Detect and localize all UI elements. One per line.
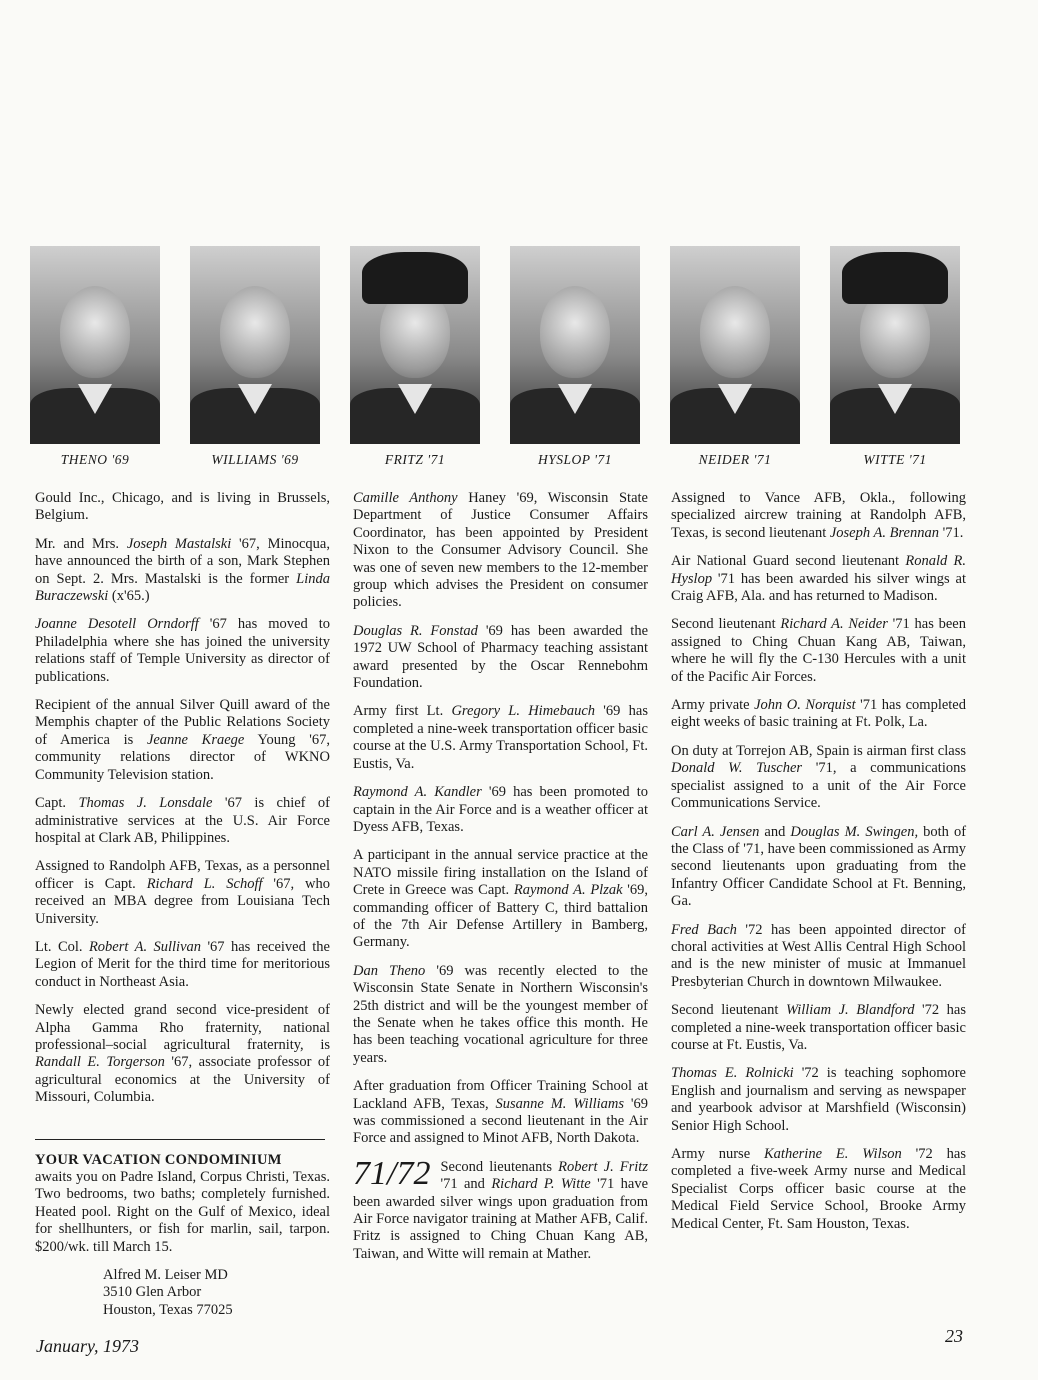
news-item: Assigned to Vance AFB, Okla., following specialized aircrew training at Randolph AFB, Texas, is second lieutenant Joseph A. Brennan '71. — [671, 490, 966, 541]
news-item: On duty at Torrejon AB, Spain is airman first class Donald W. Tuscher '71, a communications specialist assigned to a unit of the Air Force Communications Service. — [671, 742, 966, 812]
column-3 — [671, 490, 966, 1244]
portrait-fritz — [350, 246, 480, 468]
portrait-caption: WILLIAMS '69 — [211, 452, 299, 467]
portrait-caption: FRITZ '71 — [384, 452, 446, 467]
news-item: Newly elected grand second vice-president of Alpha Gamma Rho fraternity, national professional–social agricultural fraternity, is Randall E. Torgerson '67, associate professor of agricultural economics at the University of Missouri, Columbia. — [35, 1002, 330, 1106]
portrait-hyslop — [510, 246, 640, 468]
column-1 — [35, 490, 330, 1319]
news-item: Camille Anthony Haney '69, Wisconsin State Department of Justice Consumer Affairs Coordinator, has been appointed by President Nixon to the Consumer Advisory Council. She was one of seven new members to the 12-member group which advises the President on consumer policies. — [353, 490, 648, 611]
portrait-photo — [510, 246, 640, 444]
news-item: 71/72 Second lieutenants Robert J. Fritz '71 and Richard P. Witte '71 have been awarded silver wings upon graduation from Air Force navigator training at Mather AFB, Calif. Fritz is assigned to Ching Chuan Kang AB, Taiwan, and Witte will remain at Mather. — [353, 1154, 649, 1262]
portrait-photo — [30, 246, 160, 444]
news-item: Capt. Thomas J. Lonsdale '67 is chief of administrative services at the U.S. Air Force hospital at Clark AB, Philippines. — [35, 795, 330, 846]
news-item: Lt. Col. Robert A. Sullivan '67 has received the Legion of Merit for the third time for meritorious conduct in Northeast Asia. — [35, 938, 330, 990]
news-item: Carl A. Jensen and Douglas M. Swingen, both of the Class of '71, have been commissioned as Army second lieutenants upon graduating from the Infantry Officer Candidate School at Ft. Benning, Ga. — [671, 823, 967, 910]
news-item: Raymond A. Kandler '69 has been promoted to captain in the Air Force and is a weather officer at Dyess AFB, Texas. — [353, 784, 648, 835]
column-2 — [353, 490, 648, 1274]
portrait-caption: NEIDER '71 — [698, 452, 772, 467]
portrait-caption: HYSLOP '71 — [537, 452, 613, 467]
news-item: Thomas E. Rolnicki '72 is teaching sophomore English and journalism and serving as newspaper and yearbook advisor at Marshfield (Wisconsin) Senior High School. — [671, 1065, 966, 1134]
news-item: Army private John O. Norquist '71 has completed eight weeks of basic training at Ft. Polk, La. — [671, 697, 966, 731]
ad-address: Alfred M. Leiser MD 3510 Glen Arbor Houston, Texas 77025 — [103, 1267, 233, 1318]
news-item: Second lieutenant William J. Blandford '72 has completed a nine-week transportation officer basic course at Ft. Eustis, Va. — [671, 1002, 966, 1053]
news-item: Assigned to Randolph AFB, Texas, as a personnel officer is Capt. Richard L. Schoff '67, who received an MBA degree from Louisiana Tech University. — [35, 858, 331, 927]
portrait-photo — [350, 246, 480, 444]
news-item: After graduation from Officer Training School at Lackland AFB, Texas, Susanne M. Williams '69 was commissioned a second lieutenant in the Air Force and assigned to Minot AFB, North Dakota. — [353, 1078, 648, 1147]
portrait-caption: THENO '69 — [60, 452, 130, 467]
news-item: Douglas R. Fonstad '69 has been awarded the 1972 UW School of Pharmacy teaching assistant award presented by the Oscar Rennebohm Foundation. — [353, 622, 649, 692]
news-item: Recipient of the annual Silver Quill award of the Memphis chapter of the Public Relations Society of America is Jeanne Kraege Young '67, community relations director of WKNO Community Television station. — [35, 697, 330, 783]
portrait-photo — [190, 246, 320, 444]
portrait-photo — [830, 246, 960, 444]
portrait-theno — [30, 246, 160, 468]
news-item: A participant in the annual service practice at the NATO missile firing installation on the Island of Crete in Greece was Capt. Raymond A. Plzak '69, commanding officer of Battery C, third battalion of the 7th Air Defense Artillery in Bamberg, Germany. — [353, 847, 648, 951]
page-number: 23 — [945, 1326, 963, 1346]
news-item: Gould Inc., Chicago, and is living in Brussels, Belgium. — [35, 490, 330, 524]
class-year-heading: 71/72 — [353, 1154, 431, 1192]
portrait-photo — [670, 246, 800, 444]
news-item: Army first Lt. Gregory L. Himebauch '69 has completed a nine-week transportation officer basic course at the U.S. Army Transportation School, Ft. Eustis, Va. — [353, 703, 648, 772]
ad-headline: YOUR VACATION CONDOMINIUM — [35, 1151, 282, 1168]
ad-body: awaits you on Padre Island, Corpus Christi, Texas. Two bedrooms, two baths; completely furnished. Heated pool. Right on the Gulf of Mexico, ideal for shellhunters, or fish for marlin, sail, tarpon. $200/wk. till March 15. — [35, 1169, 330, 1255]
news-item: Dan Theno '69 was recently elected to the Wisconsin State Senate in Northern Wisconsin's 25th district and will be the youngest member of the Senate when he takes office this month. He has been teaching vocational agriculture for three years. — [353, 962, 648, 1066]
photo-strip — [30, 246, 965, 471]
divider-rule — [35, 1139, 325, 1140]
classified-ad — [35, 1152, 330, 1320]
news-item: Joanne Desotell Orndorff '67 has moved to Philadelphia where she has joined the university relations staff of Temple University as director of publications. — [35, 616, 330, 685]
news-item: Mr. and Mrs. Joseph Mastalski '67, Minocqua, have announced the birth of a son, Mark Stephen on Sept. 2. Mrs. Mastalski is the former Linda Buraczewski (x'65.) — [35, 535, 330, 605]
portrait-williams — [190, 246, 320, 468]
portrait-caption: WITTE '71 — [863, 452, 927, 467]
news-item: Second lieutenant Richard A. Neider '71 has been assigned to Ching Chuan Kang AB, Taiwan, where he will fly the C-130 Hercules with a unit of the Pacific Air Forces. — [671, 616, 966, 685]
issue-date: January, 1973 — [36, 1336, 139, 1356]
portrait-neider — [670, 246, 800, 468]
news-item: Fred Bach '72 has been appointed director of choral activities at West Allis Central High School and is the new minister of music at Immanuel Presbyterian Church in downtown Milwaukee. — [671, 921, 966, 990]
news-item: Army nurse Katherine E. Wilson '72 has completed a five-week Army nurse and Medical Specialist Corps officer basic course at the Medical Field Service School, Brooke Army Medical Center, Ft. Sam Houston, Texas. — [671, 1146, 966, 1232]
news-item: Air National Guard second lieutenant Ronald R. Hyslop '71 has been awarded his silver wings at Craig AFB, Ala. and has returned to Madison. — [671, 553, 966, 605]
portrait-witte — [830, 246, 960, 468]
